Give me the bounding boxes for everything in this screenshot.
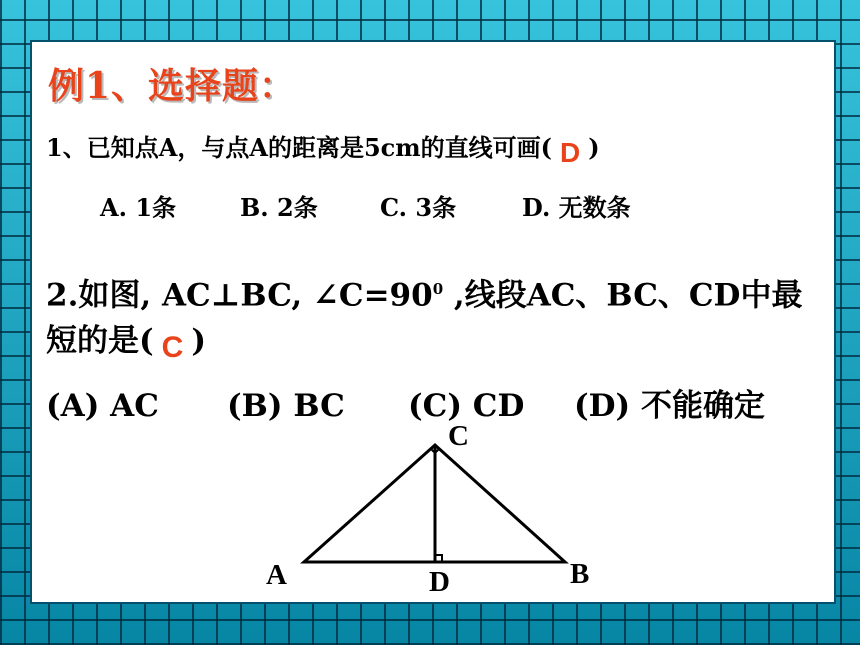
question-1-stem: 1、已知点A，与点A的距离是5cm的直线可画( [46,133,553,162]
q1-option-d: D. 无数条 [522,193,631,222]
content-panel [30,40,836,604]
q1-option-a: A. 1条 [100,193,177,222]
point-label-b: B [570,558,590,590]
degree-superscript: 0 [432,280,444,298]
q2-option-c: (C) CD [408,388,525,424]
question-1-answer: D [560,137,581,168]
question-2-stem-part1: 2.如图, AC⊥BC, ∠C=90 [46,277,433,314]
point-label-c: C [448,420,469,452]
triangle-figure [32,42,834,602]
point-label-a: A [266,559,287,591]
q2-option-b: (B) BC [227,388,345,424]
q2-option-a: (A) AC [46,388,159,424]
question-1-close-paren: ) [588,133,600,162]
q1-option-c: C. 3条 [380,193,457,222]
point-label-d: D [429,566,450,598]
question-2-answer: C [161,331,184,365]
slide-title: 例1、选择题： [48,65,297,107]
question-2-close-paren: ) [191,323,207,360]
question-2-stem-part2: ,线段AC、BC、CD中最短的是( [46,277,803,360]
q1-option-b: B. 2条 [240,193,318,222]
q2-option-d: (D) 不能确定 [574,388,766,424]
